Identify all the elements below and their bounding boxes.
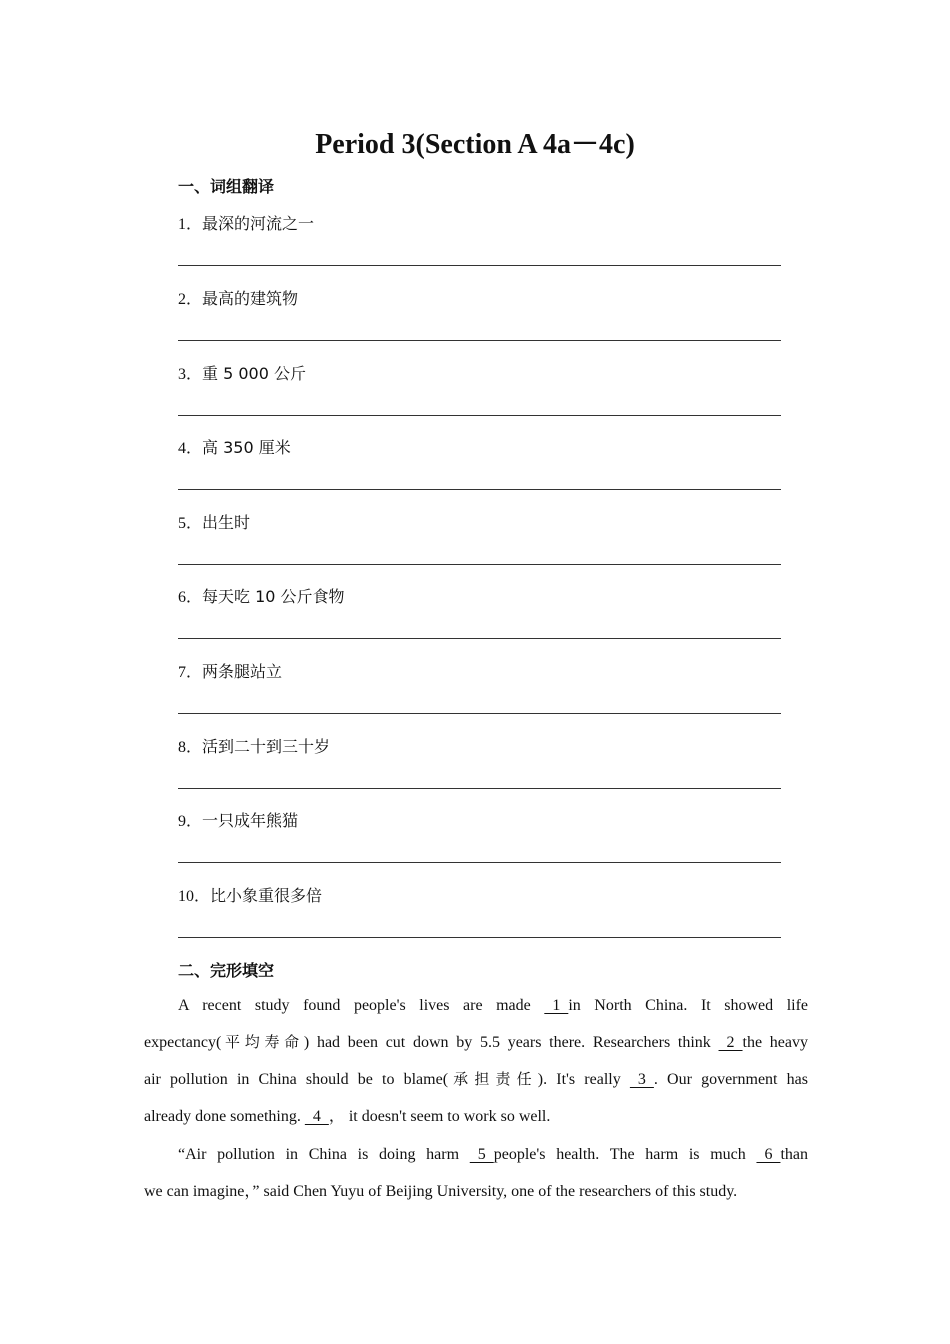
translation-item: [178, 510, 250, 533]
cloze-gloss: 承担责任: [448, 1070, 538, 1088]
translation-item: [178, 584, 345, 607]
answer-line[interactable]: [178, 713, 781, 714]
item-text: 比小象重很多倍: [210, 886, 323, 905]
translation-item: [178, 286, 298, 309]
item-text: 出生时: [202, 513, 251, 532]
translation-item: [178, 361, 306, 384]
cloze-text: ) had been cut down by 5.5 years there. Researchers think: [303, 1034, 711, 1051]
cloze-text: expectancy(: [144, 1034, 222, 1051]
cloze-gloss: 平均寿命: [221, 1033, 304, 1051]
cloze-text: air pollution in China should be to blame(: [144, 1071, 449, 1088]
item-text: 最高的建筑物: [202, 289, 299, 308]
blank-2[interactable]: 2: [718, 1034, 743, 1051]
item-number: 4．: [178, 440, 203, 457]
translation-item: [178, 435, 291, 458]
answer-line[interactable]: [178, 937, 781, 938]
cloze-text: ， it doesn't seem to work so well.: [328, 1108, 551, 1125]
translation-item: [178, 659, 282, 682]
blank-3[interactable]: 3: [629, 1071, 654, 1088]
cloze-line: [144, 1173, 808, 1210]
item-text: 一只成年熊猫: [202, 811, 299, 830]
blank-1[interactable]: 1: [544, 997, 569, 1014]
item-text: 两条腿站立: [202, 662, 283, 681]
item-text: 活到二十到三十岁: [202, 737, 331, 756]
cloze-text: in North China. It showed life: [568, 997, 809, 1014]
translation-item: [178, 883, 322, 906]
blank-5[interactable]: 5: [469, 1146, 494, 1163]
cloze-text: already done something.: [144, 1108, 301, 1125]
cloze-paragraph-2: [144, 1136, 808, 1210]
cloze-text: people's health. The harm is much: [493, 1146, 746, 1163]
item-number: 2．: [178, 291, 203, 308]
page-title: Period 3(Section A 4a－4c): [315, 129, 635, 160]
answer-line[interactable]: [178, 564, 781, 565]
answer-line[interactable]: [178, 489, 781, 490]
cloze-text: . Our government has: [653, 1071, 808, 1088]
cloze-line: [144, 1061, 808, 1098]
item-number: 5．: [178, 515, 203, 532]
item-number: 7．: [178, 664, 203, 681]
cloze-line: [144, 1136, 808, 1173]
section-heading-translation: 一、词组翻译: [178, 177, 275, 196]
answer-line[interactable]: [178, 788, 781, 789]
item-text: 最深的河流之一: [202, 214, 315, 233]
cloze-paragraph-1: [144, 987, 808, 1135]
item-number: 3．: [178, 366, 203, 383]
answer-line[interactable]: [178, 862, 781, 863]
cloze-line: [144, 1024, 808, 1061]
cloze-line: [144, 987, 808, 1024]
answer-line[interactable]: [178, 415, 781, 416]
item-number: 9．: [178, 813, 203, 830]
translation-item: [178, 808, 298, 831]
answer-line[interactable]: [178, 340, 781, 341]
cloze-text: than: [780, 1146, 809, 1163]
section-heading-cloze: 二、完形填空: [178, 961, 275, 980]
item-number: 10．: [178, 888, 211, 905]
cloze-text: we can imagine，” said Chen Yuyu of Beijing University, one of the researchers of this study.: [144, 1183, 738, 1200]
translation-item: [178, 734, 330, 757]
answer-line[interactable]: [178, 638, 781, 639]
item-number: 6．: [178, 589, 203, 606]
item-text: 重 5 000 公斤: [202, 364, 306, 383]
answer-line[interactable]: [178, 265, 781, 266]
cloze-text: the heavy: [742, 1034, 809, 1051]
blank-4[interactable]: 4: [304, 1108, 329, 1125]
item-text: 每天吃 10 公斤食物: [202, 587, 345, 606]
item-number: 8．: [178, 739, 203, 756]
translation-item: [178, 211, 314, 234]
cloze-text: ). It's really: [537, 1071, 621, 1088]
blank-6[interactable]: 6: [756, 1146, 781, 1163]
cloze-text: A recent study found people's lives are made: [178, 997, 531, 1014]
cloze-line: [144, 1098, 808, 1135]
item-text: 高 350 厘米: [202, 438, 291, 457]
item-number: 1．: [178, 216, 203, 233]
cloze-text: “Air pollution in China is doing harm: [178, 1146, 460, 1163]
